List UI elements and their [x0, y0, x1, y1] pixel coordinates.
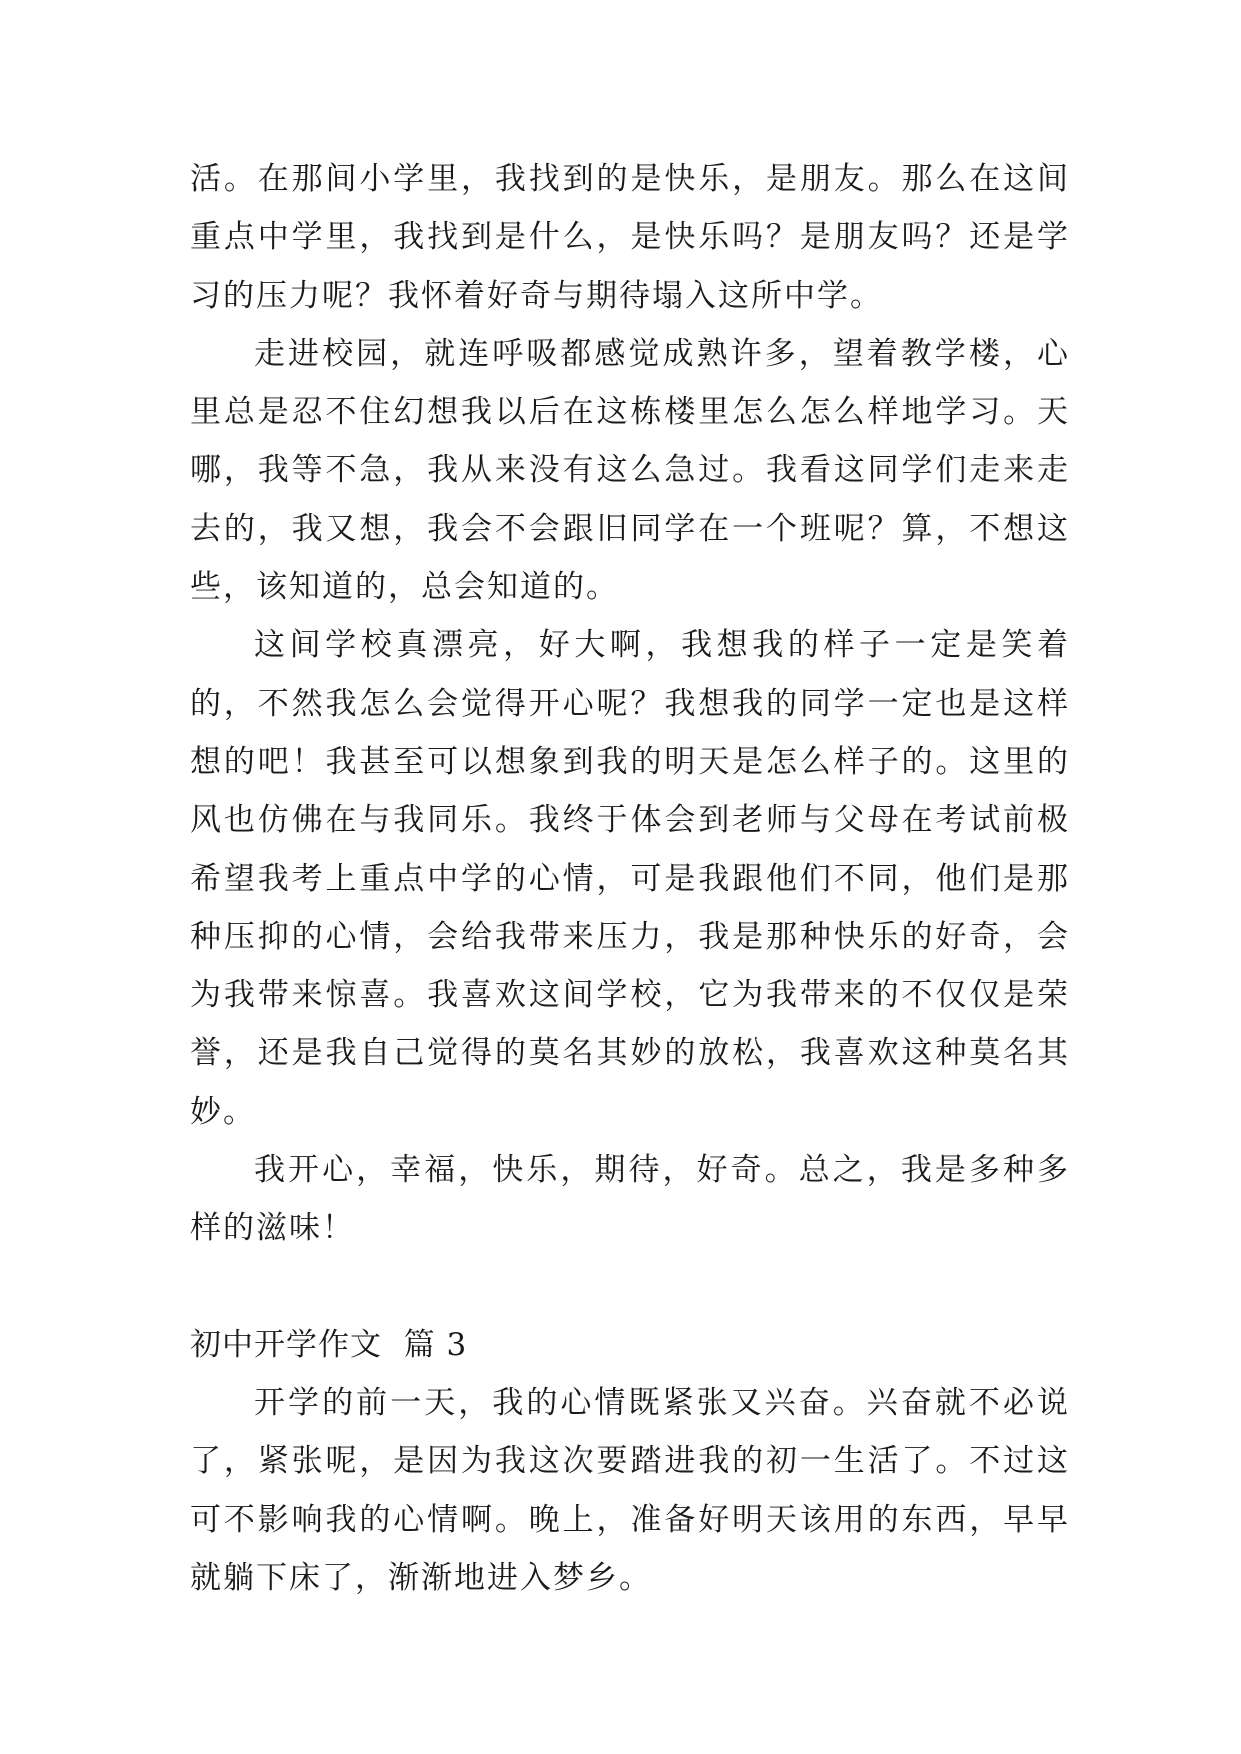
paragraph-feelings: 我开心，幸福，快乐，期待，好奇。总之，我是多种多样的滋味！ [190, 1152, 1070, 1247]
paragraph-eve-of-school: 开学的前一天，我的心情既紧张又兴奋。兴奋就不必说了，紧张呢，是因为我这次要踏进我的初一生活了。不过这可不影响我的心情啊。晚上，准备好明天该用的东西，早早就躺下床了，渐渐地进入梦乡。 [190, 1384, 1070, 1596]
paragraph-school-beauty: 这间学校真漂亮，好大啊，我想我的样子一定是笑着的，不然我怎么会觉得开心呢？我想我的同学一定也是这样想的吧！我甚至可以想象到我的明天是怎么样子的。这里的风也仿佛在与我同乐。我终于体会到老师与父母在考试前极希望我考上重点中学的心情，可是我跟他们不同，他们是那种压抑的心情，会给我带来压力，我是那种快乐的好奇，会为我带来惊喜。我喜欢这间学校，它为我带来的不仅仅是荣誉，还是我自己觉得的莫名其妙的放松，我喜欢这种莫名其妙。 [190, 627, 1070, 1130]
paragraph-campus-entry: 走进校园，就连呼吸都感觉成熟许多，望着教学楼，心里总是忍不住幻想我以后在这栋楼里怎么怎么样地学习。天哪，我等不急，我从来没有这么急过。我看这同学们走来走去的，我又想，我会不会跟旧同学在一个班呢？算，不想这些，该知道的，总会知道的。 [190, 335, 1070, 606]
section-title: 初中开学作文 篇 3 [190, 1326, 468, 1363]
paragraph-continuation: 活。在那间小学里，我找到的是快乐，是朋友。那么在这间重点中学里，我找到是什么，是快乐吗？是朋友吗？还是学习的压力呢？我怀着好奇与期待塌入这所中学。 [190, 161, 1070, 314]
essay-body [190, 150, 1070, 1607]
